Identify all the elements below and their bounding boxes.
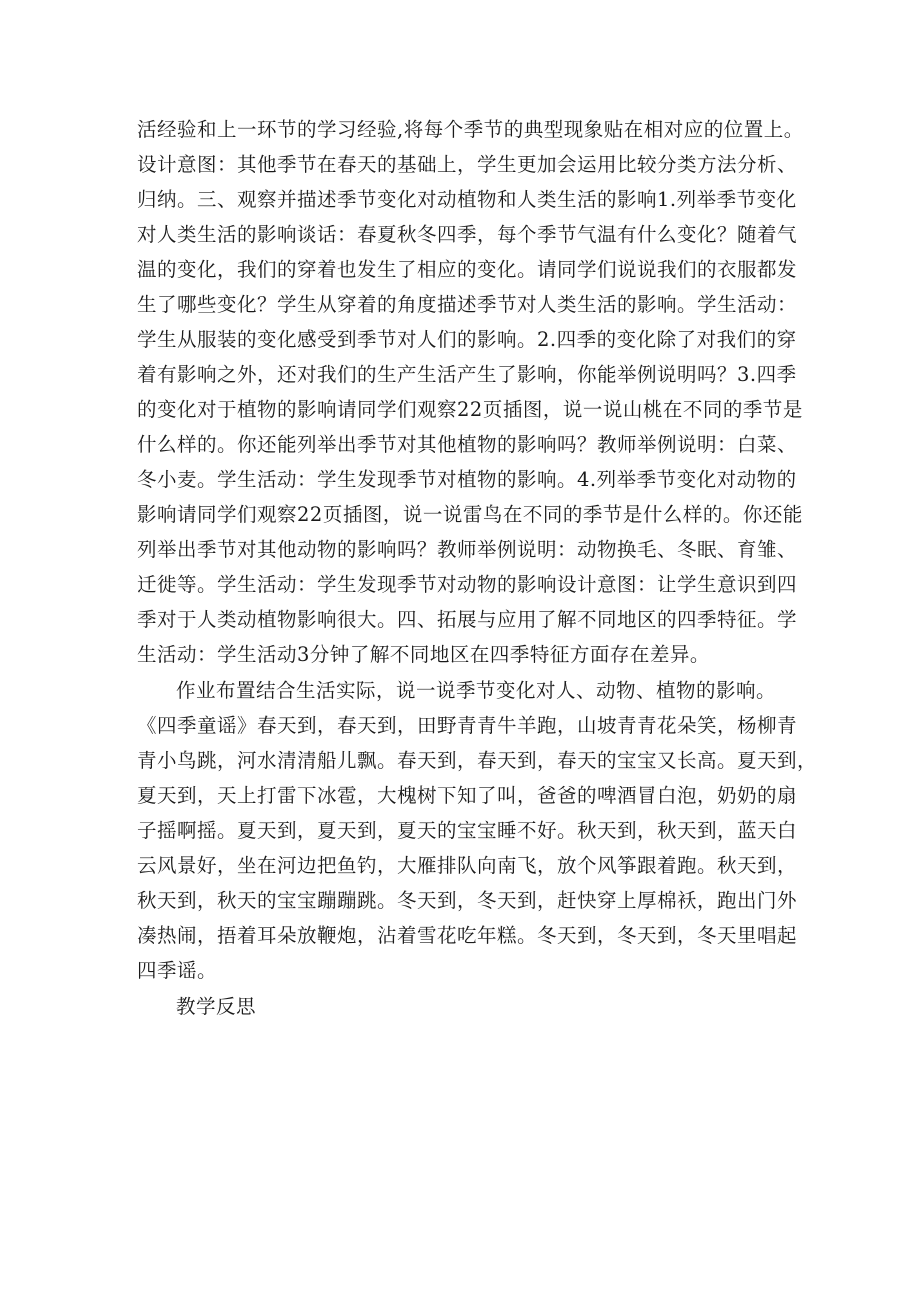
text-line: 夏天到，天上打雷下冰雹，大槐树下知了叫，爸爸的啤酒冒白泡，奶奶的扇 [137,784,798,807]
text-line: 青小鸟跳，河水清清船儿飘。春天到，春天到，春天的宝宝又长高。夏天到， [137,749,818,772]
text-line: 生活动：学生活动3分钟了解不同地区在四季特征方面存在差异。 [137,643,710,666]
section-heading: 教学反思 [176,995,257,1018]
text-line: 冬小麦。学生活动：学生发现季节对植物的影响。4.列举季节变化对动物的 [137,468,797,491]
text-line: 生了哪些变化？学生从穿着的角度描述季节对人类生活的影响。学生活动： [137,293,798,316]
text-line: 活经验和上一环节的学习经验,将每个季节的典型现象贴在相对应的位置上。 [137,118,804,141]
text-line: 《四季童谣》春天到，春天到，田野青青牛羊跑，山坡青青花朵笑，杨柳青 [137,714,798,737]
text-line: 设计意图：其他季节在春天的基础上，学生更加会运用比较分类方法分析、 [137,153,798,176]
text-line: 迁徙等。学生活动：学生发现季节对动物的影响设计意图：让学生意识到四 [137,573,798,596]
text-line: 影响请同学们观察22页插图，说一说雷鸟在不同的季节是什么样的。你还能 [137,503,803,526]
text-line: 的变化对于植物的影响请同学们观察22页插图，说一说山桃在不同的季节是 [137,398,803,421]
text-line: 温的变化，我们的穿着也发生了相应的变化。请同学们说说我们的衣服都发 [137,258,798,281]
text-line: 子摇啊摇。夏天到，夏天到，夏天的宝宝睡不好。秋天到，秋天到，蓝天白 [137,819,798,842]
text-line: 季对于人类动植物影响很大。四、拓展与应用了解不同地区的四季特征。学 [137,608,798,631]
text-line: 着有影响之外，还对我们的生产生活产生了影响，你能举例说明吗？3.四季 [137,363,797,386]
text-line: 秋天到，秋天的宝宝蹦蹦跳。冬天到，冬天到，赶快穿上厚棉袄，跑出门外 [137,889,798,912]
text-line: 对人类生活的影响谈话：春夏秋冬四季，每个季节气温有什么变化？随着气 [137,223,798,246]
text-line: 四季谣。 [137,959,218,982]
text-line: 云风景好，坐在河边把鱼钓，大雁排队向南飞，放个风筝跟着跑。秋天到， [137,854,798,877]
text-line: 归纳。三、观察并描述季节变化对动植物和人类生活的影响1.列举季节变化 [137,188,797,211]
homework-paragraph: 作业布置结合生活实际，说一说季节变化对人、动物、植物的影响。 [176,679,777,702]
text-line: 什么样的。你还能列举出季节对其他植物的影响吗？教师举例说明：白菜、 [137,433,798,456]
text-line: 列举出季节对其他动物的影响吗？教师举例说明：动物换毛、冬眠、育雏、 [137,538,798,561]
text-line: 凑热闹，捂着耳朵放鞭炮，沾着雪花吃年糕。冬天到，冬天到，冬天里唱起 [137,924,798,947]
text-line: 学生从服装的变化感受到季节对人们的影响。2.四季的变化除了对我们的穿 [137,328,797,351]
